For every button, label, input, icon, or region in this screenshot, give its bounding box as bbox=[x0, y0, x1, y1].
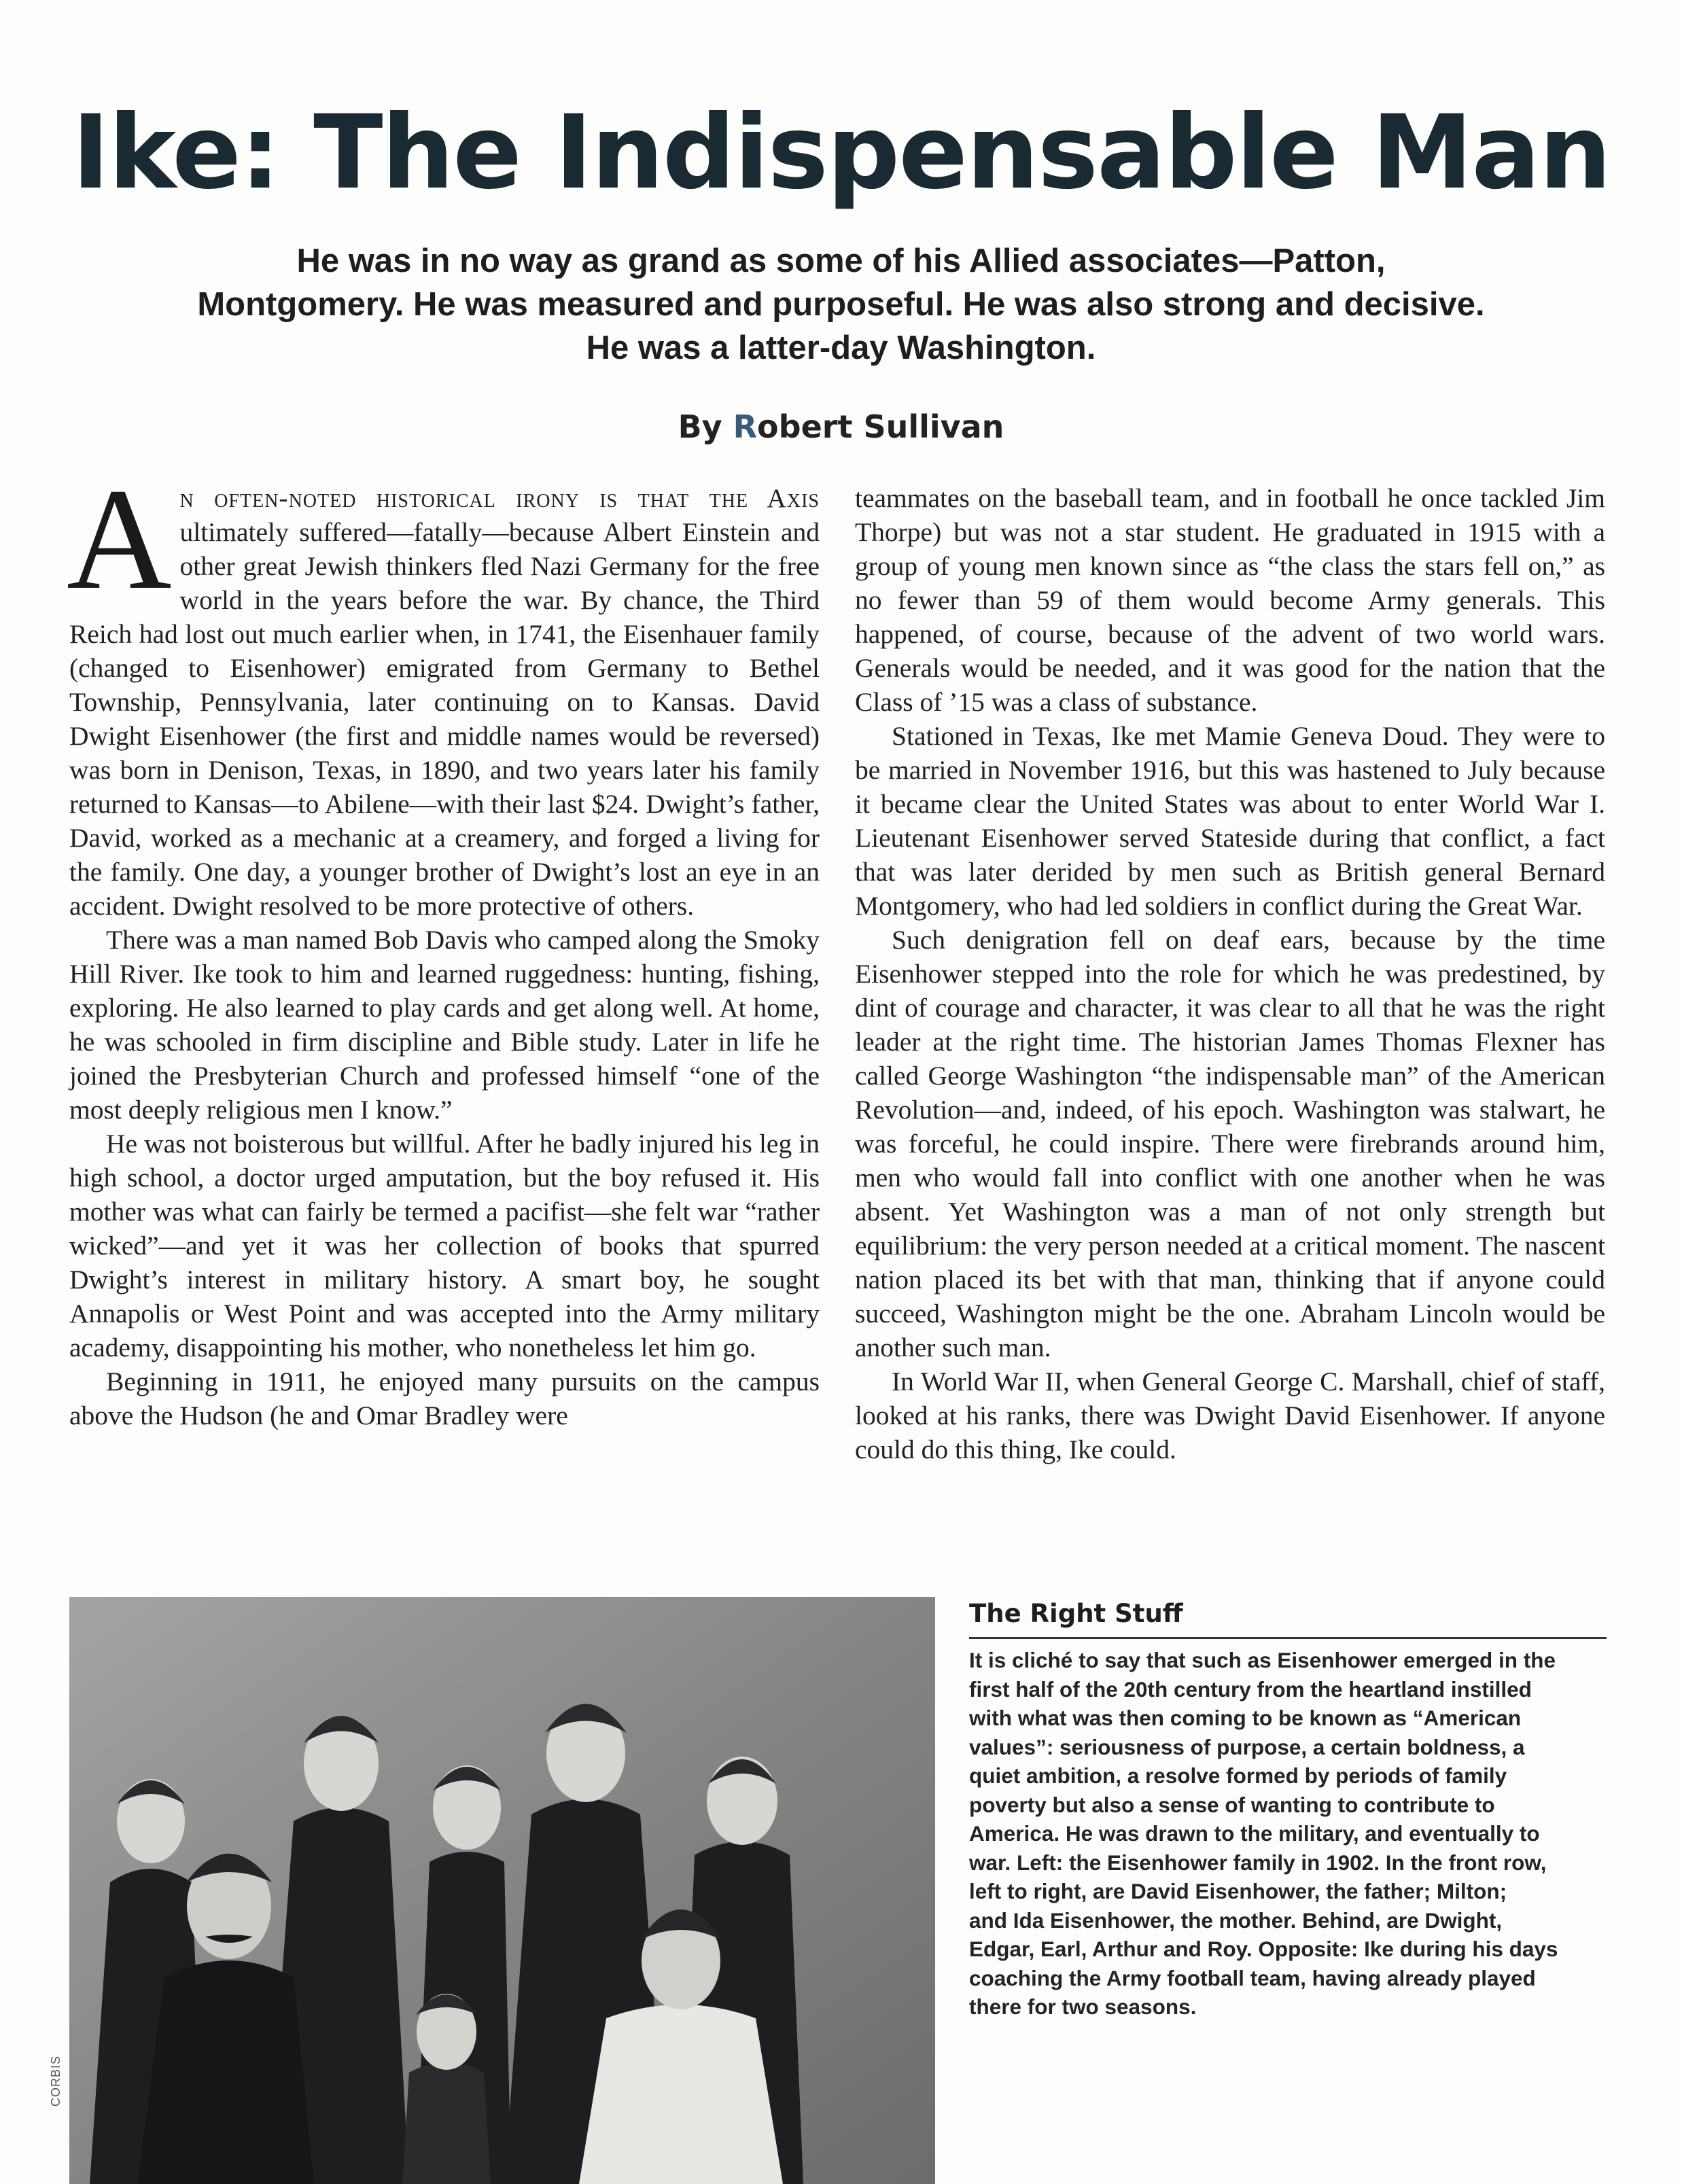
sidebar-line: values”: seriousness of purpose, a certain boldness, a bbox=[969, 1734, 1525, 1759]
byline-name: obert Sullivan bbox=[757, 408, 1004, 445]
body-paragraph: Beginning in 1911, he enjoyed many pursuits on the campus above the Hudson (he and Omar Bradley were bbox=[69, 1367, 820, 1430]
body-paragraph: In World War II, when General George C. Marshall, chief of staff, looked at his ranks, there was Dwight David Eisenhower. If anyone could do this thing, Ike could. bbox=[855, 1367, 1605, 1464]
sidebar-line: and Ida Eisenhower, the mother. Behind, are Dwight, bbox=[969, 1907, 1503, 1933]
sidebar-title: The Right Stuff bbox=[969, 1599, 1183, 1628]
sidebar-divider bbox=[969, 1637, 1607, 1639]
sidebar-line: poverty but also a sense of wanting to contribute to bbox=[969, 1792, 1495, 1817]
drop-cap: A bbox=[67, 459, 172, 620]
byline-initial: R bbox=[733, 408, 758, 445]
body-paragraph: Stationed in Texas, Ike met Mamie Geneva Doud. They were to be married in November 1916, but this was hastened to July because it became clear the United States was about to enter World War I. Lieutenant Eisenhower served Stateside during that conflict, a fact that was later derided by men such as British general Bernard Montgomery, who had led soldiers in conflict during the Great War. bbox=[855, 721, 1605, 921]
article-deck bbox=[102, 239, 1580, 370]
family-photo-illustration bbox=[69, 1597, 935, 2184]
sidebar-line: first half of the 20th century from the heartland instilled bbox=[969, 1676, 1532, 1702]
left-column bbox=[67, 459, 820, 1432]
photo-credit: CORBIS bbox=[49, 2055, 63, 2107]
lead-paragraph-text: ultimately suffered—fatally—because Albert Einstein and other great Jewish thinkers fled Nazi Germany for the free world in the years before the war. By chance, the Third Reich had lost out much earlier when, in 1741, the Eisenhauer family (changed to Eisenhower) emigrated from Germany to Bethel Township, Pennsylvania, later continuing on to Kansas. David Dwight Eisenhower (the first and middle names would be reversed) was born in Denison, Texas, in 1890, and two years later his family returned to Kansas—to Abilene—with their last $24. Dwight’s father, David, worked as a mechanic at a creamery, and forged a living for the family. One day, a younger brother of Dwight’s lost an eye in an accident. Dwight resolved to be more protective of others. bbox=[69, 517, 820, 921]
body-paragraph: Such denigration fell on deaf ears, because by the time Eisenhower stepped into the role for which he was predestined, by dint of courage and character, it was clear to all that he was the right leader at the right time. The historian James Thomas Flexner has called George Washington “the indispensable man” of the American Revolution—and, indeed, of his epoch. Washington was stalwart, he was forceful, he could inspire. There were firebrands around him, men who would fall into conflict with one another when he was absent. Yet Washington was a man of not only strength but equilibrium: the very person needed at a critical moment. The nascent nation placed its bet with that man, thinking that if anyone could succeed, Washington might be the one. Abraham Lincoln would be another such man. bbox=[855, 925, 1605, 1362]
sidebar-caption bbox=[969, 1646, 1615, 2022]
byline-prefix: By bbox=[678, 408, 733, 445]
sidebar-line: Edgar, Earl, Arthur and Roy. Opposite: Ike during his days bbox=[969, 1937, 1558, 1961]
sidebar-line: left to right, are David Eisenhower, the father; Milton; bbox=[969, 1879, 1507, 1903]
sidebar-line: coaching the Army football team, having already played bbox=[969, 1965, 1536, 1990]
sidebar-line: war. Left: the Eisenhower family in 1902. In the front row, bbox=[969, 1850, 1547, 1875]
deck-line: He was in no way as grand as some of his Allied associates—Patton, bbox=[296, 243, 1386, 279]
body-paragraph: teammates on the baseball team, and in football he once tackled Jim Thorpe) but was not a star student. He graduated in 1915 with a group of young men known since as “the class the stars fell on,” as no fewer than 59 of them would become Army generals. This happened, of course, because of the advent of two world wars. Generals would be needed, and it was good for the nation that the Class of ’15 was a class of substance. bbox=[855, 483, 1605, 717]
body-paragraph bbox=[67, 459, 820, 923]
sidebar-line: quiet ambition, a resolve formed by periods of family bbox=[969, 1763, 1507, 1788]
body-paragraph: He was not boisterous but willful. After he badly injured his leg in high school, a doctor urged amputation, but the boy refused it. His mother was what can fairly be termed a pacifist—she felt war “rather wicked”—and yet it was her collection of books that spurred Dwight’s interest in military history. A smart boy, he sought Annapolis or West Point and was accepted into the Army military academy, disappointing his mother, who nonetheless let him go. bbox=[69, 1129, 820, 1362]
body-paragraph: There was a man named Bob Davis who camped along the Smoky Hill River. Ike took to him and learned ruggedness: hunting, fishing, exploring. He also learned to play cards and get along well. At home, he was schooled in firm discipline and Bible study. Later in life he joined the Presbyterian Church and professed himself “one of the most deeply religious men I know.” bbox=[69, 925, 820, 1125]
right-column bbox=[855, 481, 1605, 1466]
sidebar-line: It is cliché to say that such as Eisenhower emerged in the bbox=[969, 1648, 1556, 1672]
family-photo bbox=[69, 1597, 935, 2184]
article-headline: Ike: The Indispensable Man bbox=[71, 94, 1611, 212]
sidebar-line: there for two seasons. bbox=[969, 1994, 1197, 2019]
sidebar-line: America. He was drawn to the military, and eventually to bbox=[969, 1821, 1540, 1846]
byline bbox=[0, 406, 1682, 447]
sidebar-line: with what was then coming to be known as “American bbox=[969, 1706, 1522, 1730]
deck-line: He was a latter-day Washington. bbox=[586, 330, 1096, 366]
lead-in-smallcaps: n often-noted historical irony is that the Axis bbox=[179, 483, 820, 513]
deck-line: Montgomery. He was measured and purposeful. He was also strong and decisive. bbox=[197, 286, 1485, 323]
